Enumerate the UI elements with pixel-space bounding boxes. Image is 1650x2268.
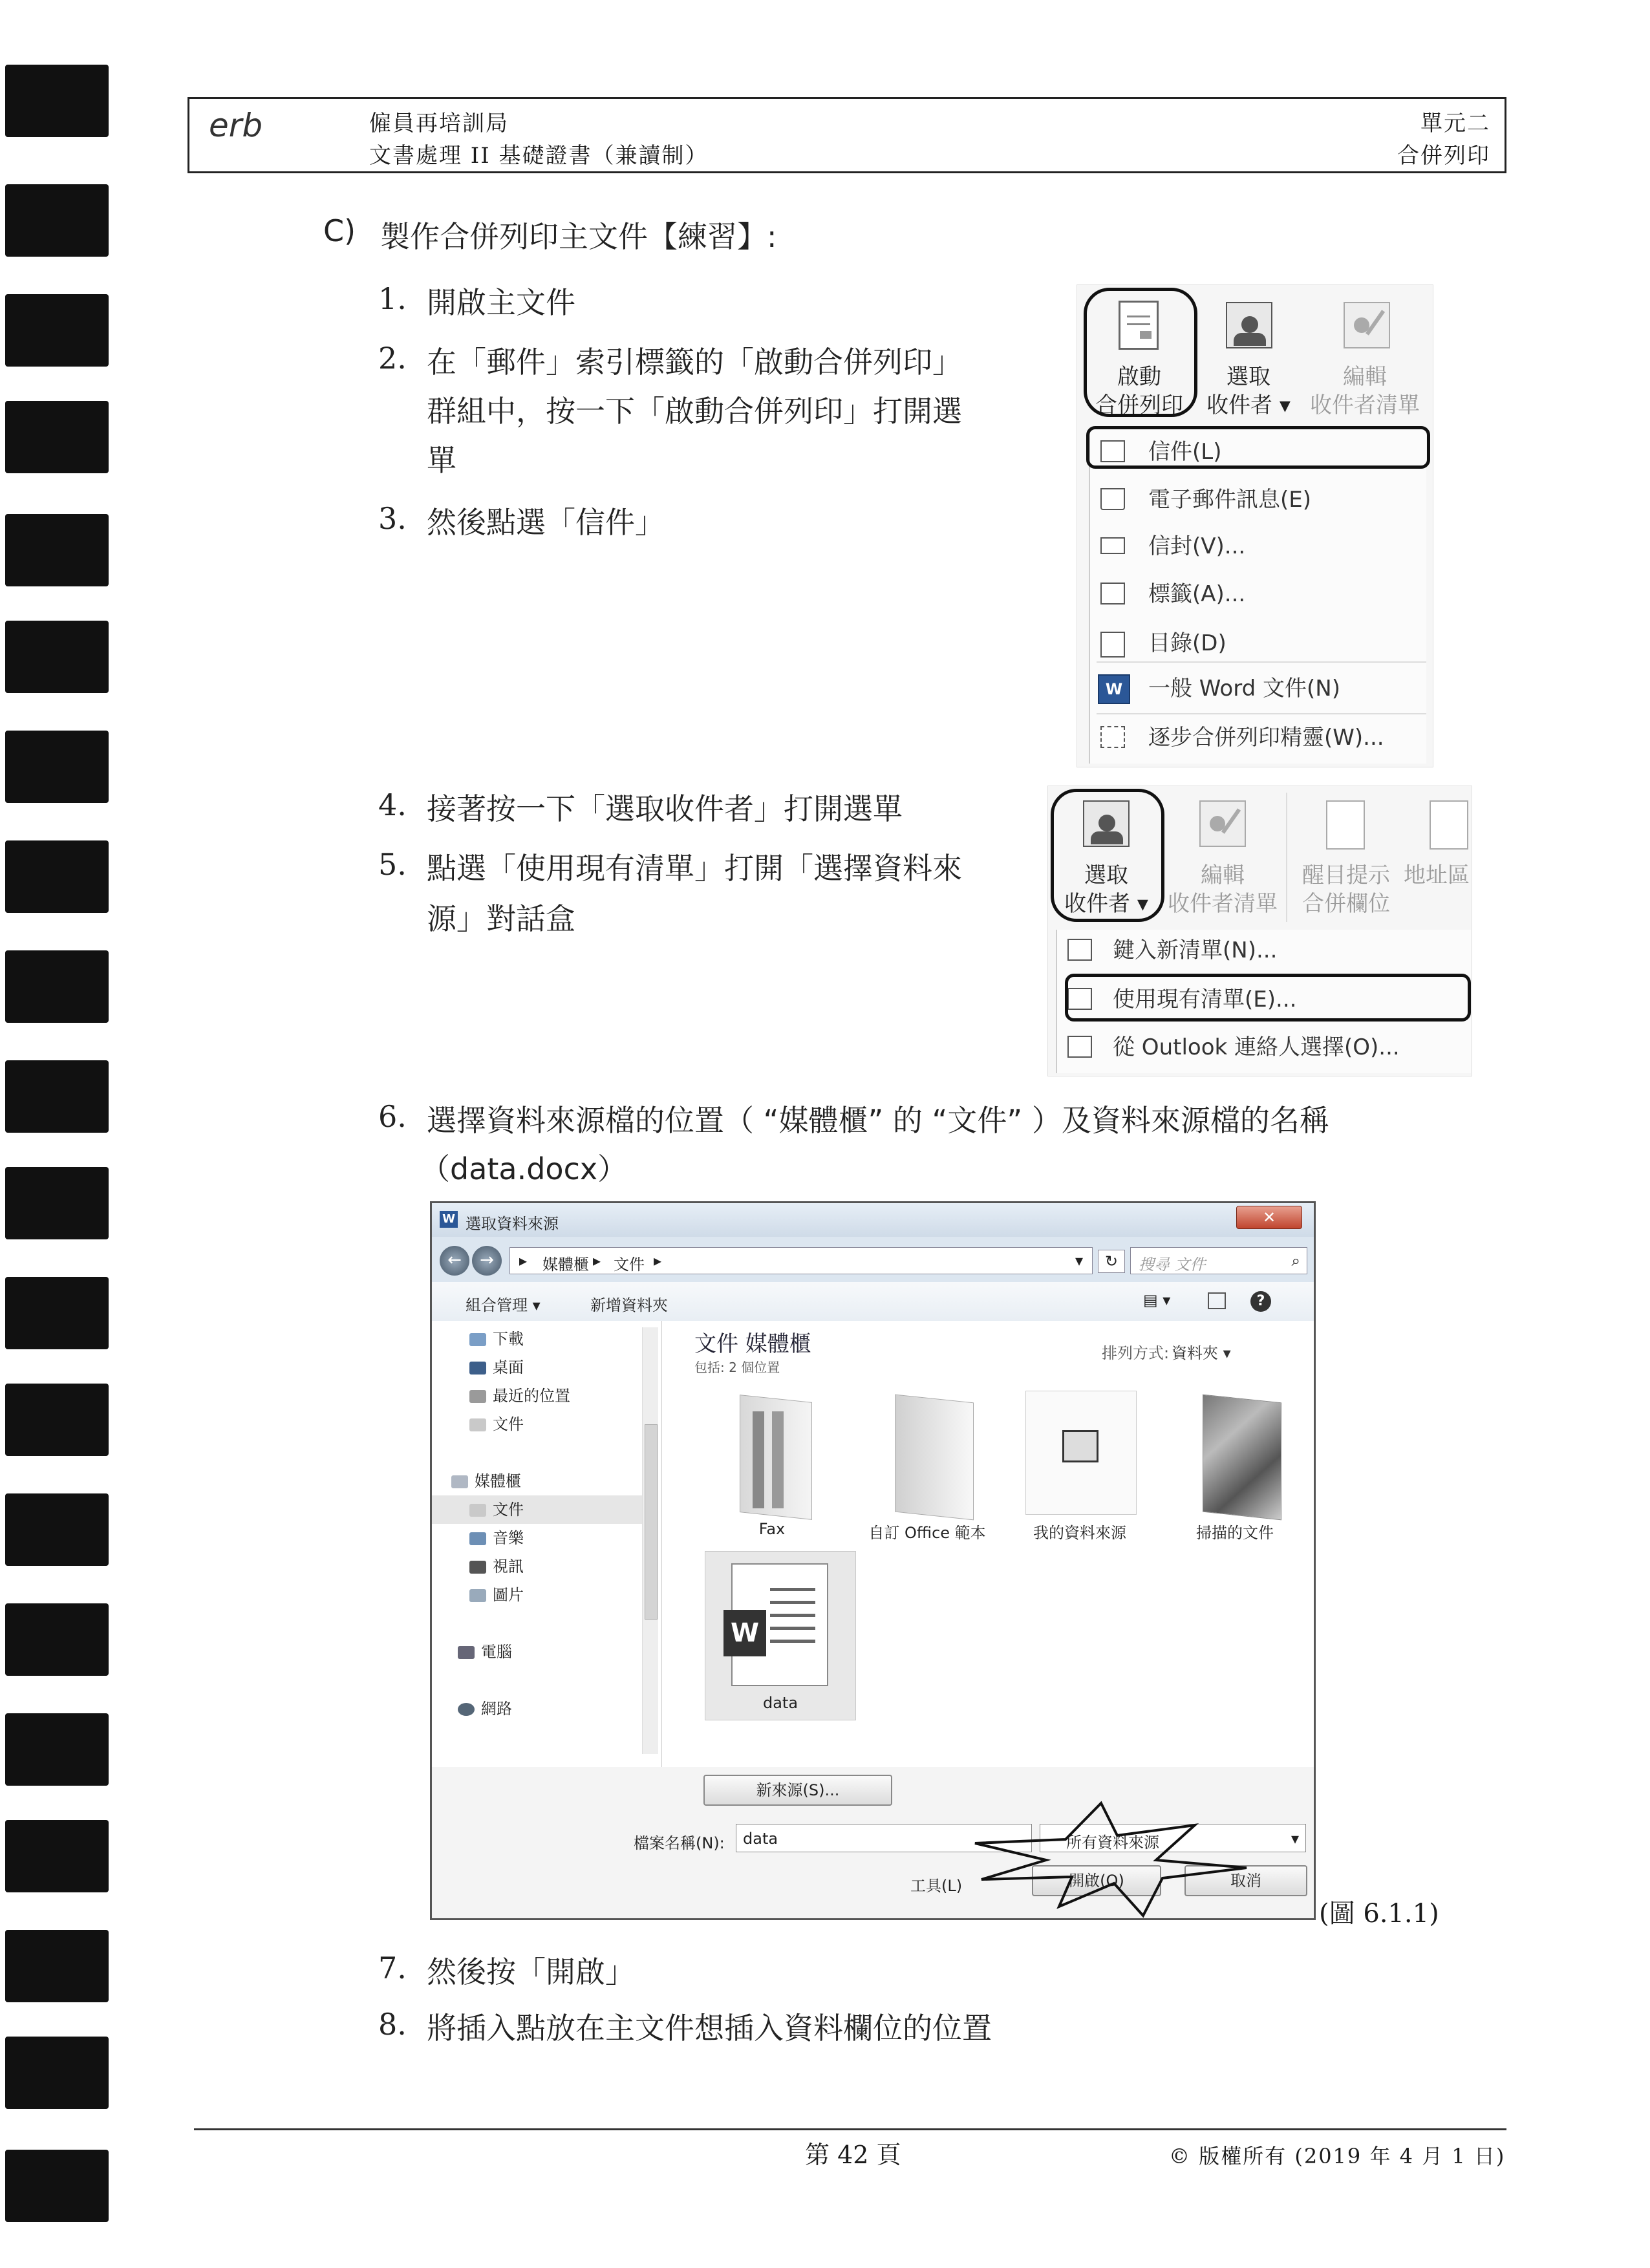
step-text: 接著按一下「選取收件者」打開選單: [427, 791, 903, 826]
ribbon-screenshot-select-recipients: [1047, 786, 1472, 1076]
breadcrumb-item[interactable]: 媒體櫃: [542, 1256, 589, 1274]
tree-item-library-documents[interactable]: 文件: [469, 1497, 524, 1523]
arrange-by-label: 排列方式:: [1102, 1344, 1170, 1362]
contacts-icon: [1067, 1036, 1092, 1058]
email-icon: [1100, 488, 1125, 510]
select-recipients-button[interactable]: 選取 收件者 ▾: [1056, 794, 1157, 921]
edit-recipient-list-button[interactable]: 編輯 收件者清單: [1164, 794, 1281, 921]
organize-button[interactable]: 組合管理 ▾: [466, 1296, 541, 1314]
header-topic: 合併列印: [1397, 143, 1490, 169]
folder-fax[interactable]: Fax: [701, 1385, 843, 1547]
starburst-highlight: [969, 1798, 1305, 1921]
folder-my-data-sources[interactable]: 我的資料來源: [1009, 1385, 1151, 1547]
new-list-icon: [1067, 939, 1092, 961]
tree-item-documents[interactable]: 文件: [469, 1411, 524, 1437]
binding-hole: [5, 621, 109, 693]
library-icon: ▸: [519, 1252, 528, 1270]
directory-icon: [1100, 632, 1125, 658]
page-number: 第 42 頁: [805, 2141, 901, 2169]
view-options-icon[interactable]: ▤ ▾: [1143, 1291, 1171, 1309]
folder-custom-templates[interactable]: 自訂 Office 範本: [856, 1385, 998, 1547]
header-unit: 單元二: [1420, 111, 1490, 136]
step-text: 在「郵件」索引標籤的「啟動合併列印」: [427, 345, 962, 380]
binding-hole: [5, 1060, 109, 1133]
step-text: 點選「使用現有清單」打開「選擇資料來: [427, 851, 962, 886]
erb-logo: erb: [209, 107, 263, 144]
highlight-ring: [1084, 288, 1197, 417]
menu-item-normal-word[interactable]: 一般 Word 文件(N): [1148, 676, 1340, 701]
step-text: 然後點選「信件」: [427, 505, 665, 540]
mail-merge-type-menu: [1089, 429, 1426, 764]
tree-scrollbar[interactable]: [642, 1327, 658, 1754]
binding-hole: [5, 514, 109, 586]
footer-rule: [194, 2128, 1506, 2130]
file-data[interactable]: W data: [705, 1551, 856, 1720]
folder-icon: [895, 1395, 974, 1521]
address-bar: [432, 1237, 1314, 1282]
section-title: 製作合併列印主文件【練習】:: [380, 219, 777, 254]
open-button[interactable]: 開啟(O): [1032, 1865, 1161, 1896]
step-text: 然後按「開啟」: [427, 1954, 635, 1989]
binding-hole: [5, 2037, 109, 2109]
step-text: 群組中，按一下「啟動合併列印」打開選: [427, 394, 962, 429]
word-icon: W: [440, 1211, 458, 1228]
menu-item-labels[interactable]: 標籤(A)...: [1148, 581, 1246, 607]
section-label: C): [323, 213, 356, 248]
address-block-button[interactable]: 地址區: [1404, 794, 1471, 921]
step-number: 8.: [378, 2007, 407, 2042]
breadcrumb-item[interactable]: 文件: [614, 1256, 645, 1274]
figure-caption: (圖 6.1.1): [1319, 1899, 1439, 1929]
menu-item-letters[interactable]: 信件(L): [1148, 439, 1222, 465]
chevron-down-icon: ▾: [1291, 1830, 1299, 1848]
step-number: 5.: [378, 847, 407, 882]
step-number: 3.: [378, 501, 407, 536]
step-number: 2.: [378, 341, 407, 376]
binding-hole: [5, 1930, 109, 2002]
ribbon-screenshot-mail-merge: [1077, 284, 1433, 767]
document-icon: [1326, 800, 1365, 850]
step-number: 1.: [378, 281, 407, 316]
close-icon[interactable]: ✕: [1236, 1206, 1302, 1229]
step-text: （data.docx）: [420, 1151, 628, 1186]
dialog-toolbar: [432, 1282, 1314, 1321]
people-icon: [1226, 302, 1272, 348]
tree-item-music[interactable]: 音樂: [469, 1525, 524, 1551]
binding-hole: [5, 401, 109, 473]
binding-hole: [5, 1493, 109, 1566]
highlight-box: [1065, 974, 1471, 1022]
step-number: 7.: [378, 1951, 407, 1985]
copyright: © 版權所有 (2019 年 4 月 1 日): [1169, 2144, 1506, 2168]
filename-label: 檔案名稱(N):: [634, 1834, 725, 1852]
highlight-box: [1086, 426, 1430, 469]
binding-holes: [0, 0, 123, 2268]
binding-hole: [5, 1384, 109, 1456]
tree-item-computer[interactable]: 電腦: [458, 1639, 512, 1665]
select-recipients-button[interactable]: 選取 收件者 ▾: [1200, 295, 1297, 423]
menu-item-use-existing-list[interactable]: 使用現有清單(E)...: [1113, 987, 1297, 1012]
back-arrow-icon[interactable]: ←: [440, 1246, 469, 1276]
filename-input[interactable]: data: [736, 1824, 1032, 1852]
folder-icon: [1025, 1391, 1137, 1515]
binding-hole: [5, 950, 109, 1023]
word-document-icon: W: [731, 1563, 828, 1686]
envelope-icon: [1100, 537, 1125, 554]
dialog-titlebar: [432, 1203, 1314, 1237]
step-text: 將插入點放在主文件想插入資料欄位的位置: [427, 2011, 992, 2046]
label-icon: [1100, 583, 1125, 604]
step-text: 選擇資料來源檔的位置（ “媒體櫃” 的 “文件” ）及資料來源檔的名稱: [427, 1103, 1329, 1138]
word-icon: W: [1098, 674, 1130, 704]
new-folder-button[interactable]: 新增資料夾: [590, 1296, 668, 1314]
breadcrumb[interactable]: ▸ 媒體櫃 ▸ 文件 ▸ ▾: [509, 1247, 1093, 1274]
binding-hole: [5, 1603, 109, 1676]
edit-recipient-list-button[interactable]: 編輯 收件者清單: [1303, 295, 1426, 423]
menu-item-wizard[interactable]: 逐步合併列印精靈(W)...: [1148, 725, 1384, 751]
start-mail-merge-button[interactable]: 啟動 合併列印: [1089, 295, 1190, 423]
page-header: [188, 97, 1506, 173]
refresh-icon[interactable]: ↻: [1098, 1250, 1125, 1273]
highlight-ring: [1051, 789, 1164, 922]
folder-scanned-documents[interactable]: 掃描的文件: [1164, 1385, 1306, 1547]
tree-item-videos[interactable]: 視訊: [469, 1554, 524, 1579]
document-icon: [1430, 800, 1468, 850]
wizard-icon: [1100, 726, 1125, 748]
arrange-by-dropdown[interactable]: 資料夾 ▾: [1172, 1344, 1231, 1362]
help-icon[interactable]: ?: [1250, 1291, 1271, 1312]
step-number: 6.: [378, 1099, 407, 1134]
tree-item-network[interactable]: 網路: [458, 1696, 512, 1722]
new-source-button[interactable]: 新來源(S)...: [703, 1775, 892, 1806]
tools-dropdown[interactable]: 工具(L): [910, 1877, 963, 1895]
binding-hole: [5, 294, 109, 367]
tree-item-desktop[interactable]: 桌面: [469, 1354, 524, 1380]
tree-item-recent[interactable]: 最近的位置: [469, 1383, 570, 1409]
cancel-button[interactable]: 取消: [1184, 1865, 1307, 1896]
binding-hole: [5, 1820, 109, 1892]
file-type-dropdown[interactable]: 所有資料來源 ▾: [1040, 1824, 1306, 1852]
step-text: 開啟主文件: [427, 285, 575, 320]
step-text: 源」對話盒: [427, 901, 575, 936]
binding-hole: [5, 1167, 109, 1239]
forward-arrow-icon[interactable]: →: [472, 1246, 502, 1276]
tree-item-pictures[interactable]: 圖片: [469, 1582, 524, 1608]
menu-item-outlook-contacts[interactable]: 從 Outlook 連絡人選擇(O)...: [1113, 1034, 1400, 1060]
menu-item-email[interactable]: 電子郵件訊息(E): [1148, 487, 1312, 513]
tree-item-libraries[interactable]: 媒體櫃: [451, 1468, 521, 1494]
edit-list-icon: [1344, 302, 1390, 348]
library-subtitle: 包括: 2 個位置: [694, 1360, 780, 1375]
menu-item-envelopes[interactable]: 信封(V)...: [1148, 533, 1246, 559]
chevron-down-icon[interactable]: ▾: [1075, 1252, 1083, 1270]
menu-item-type-new-list[interactable]: 鍵入新清單(N)...: [1113, 937, 1278, 963]
folder-icon: [1203, 1395, 1281, 1521]
binding-hole: [5, 1713, 109, 1786]
file-list-pane: [662, 1321, 1314, 1767]
binding-hole: [5, 731, 109, 803]
library-title: 文件 媒體櫃: [694, 1331, 811, 1357]
binding-hole: [5, 1277, 109, 1349]
binding-hole: [5, 2150, 109, 2222]
header-course: 文書處理 II 基礎證書（兼讀制）: [369, 143, 709, 169]
tree-item-downloads[interactable]: 下載: [469, 1326, 524, 1352]
step-number: 4.: [378, 787, 407, 822]
edit-list-icon: [1199, 800, 1246, 847]
binding-hole: [5, 184, 109, 257]
binding-hole: [5, 65, 109, 137]
highlight-merge-fields-button[interactable]: 醒目提示 合併欄位: [1291, 794, 1401, 921]
menu-item-directory[interactable]: 目錄(D): [1148, 630, 1227, 656]
navigation-pane: [432, 1321, 662, 1767]
step-text: 單: [427, 443, 456, 478]
header-org: 僱員再培訓局: [369, 111, 509, 136]
select-data-source-dialog: [430, 1201, 1316, 1920]
preview-pane-icon[interactable]: [1208, 1292, 1226, 1309]
dialog-title: 選取資料來源: [466, 1215, 559, 1233]
binding-hole: [5, 840, 109, 913]
search-input[interactable]: 搜尋 文件 ⌕: [1130, 1247, 1307, 1274]
search-icon: ⌕: [1291, 1252, 1300, 1270]
